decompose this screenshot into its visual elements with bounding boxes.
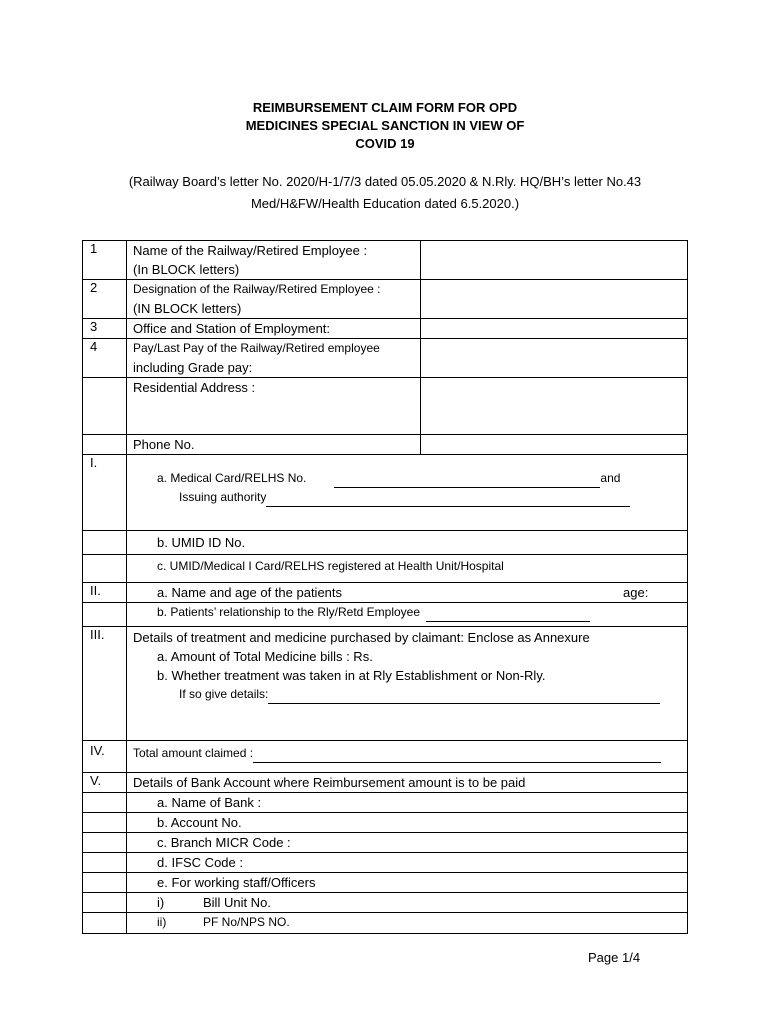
table-row <box>83 741 688 773</box>
table-row <box>83 913 688 934</box>
designation-label: Designation of the Railway/Retired Employee : (IN BLOCK letters) <box>127 280 421 319</box>
reference-note <box>70 171 700 215</box>
medical-card-field[interactable] <box>334 472 600 488</box>
ifsc-code-label: d. IFSC Code : <box>127 853 688 873</box>
pay-label: Pay/Last Pay of the Railway/Retired employee including Grade pay: <box>127 339 421 378</box>
bank-name-label: a. Name of Bank : <box>127 793 688 813</box>
medical-card-section <box>127 455 688 531</box>
table-row <box>83 583 688 603</box>
treatment-details-field[interactable] <box>268 688 660 704</box>
table-row <box>83 603 688 627</box>
bank-details-heading: Details of Bank Account where Reimbursement amount is to be paid <box>127 773 688 793</box>
row-number: 3 <box>83 319 127 339</box>
umid-label: b. UMID ID No. <box>127 531 688 555</box>
table-row <box>83 853 688 873</box>
total-claimed-field[interactable] <box>253 747 661 763</box>
office-station-field[interactable] <box>421 319 688 339</box>
claim-form-table <box>82 240 688 934</box>
row-number: 4 <box>83 339 127 378</box>
title-line-2: MEDICINES SPECIAL SANCTION IN VIEW OF <box>245 118 525 133</box>
working-staff-label: e. For working staff/Officers <box>127 873 688 893</box>
table-row <box>83 435 688 455</box>
reference-line-2: Med/H&FW/Health Education dated 6.5.2020.) <box>250 196 520 211</box>
row-number: 2 <box>83 280 127 319</box>
table-row <box>83 339 688 378</box>
section-number: III. <box>83 627 127 741</box>
table-row <box>83 280 688 319</box>
section-number: V. <box>83 773 127 793</box>
table-row <box>83 455 688 531</box>
phone-label: Phone No. <box>127 435 421 455</box>
relationship-field[interactable] <box>426 606 590 622</box>
designation-field[interactable] <box>421 280 688 319</box>
table-row <box>83 893 688 913</box>
table-row <box>83 241 688 280</box>
page-number: Page 1/4 <box>588 950 641 965</box>
bill-unit-label: i) Bill Unit No. <box>127 893 688 913</box>
row-number: 1 <box>83 241 127 280</box>
pf-nps-label: ii) PF No/NPS NO. <box>127 913 688 934</box>
table-row <box>83 813 688 833</box>
address-label: Residential Address : <box>127 378 421 435</box>
title-line-3: COVID 19 <box>355 136 415 151</box>
patient-name-age-label: a. Name and age of the patients age: <box>127 583 688 603</box>
reference-line-1: (Railway Board’s letter No. 2020/H-1/7/3 dated 05.05.2020 & N.Rly. HQ/BH’s letter No.43 <box>128 174 642 189</box>
treatment-details-section: Details of treatment and medicine purchased by claimant: Enclose as Annexure a. Amount of Total Medicine bills : Rs. b. Whether treatment was taken in at Rly Establishment or Non-Rly. If so give details: <box>127 627 688 741</box>
section-number: I. <box>83 455 127 531</box>
section-number: II. <box>83 583 127 603</box>
total-claimed-label: Total amount claimed : <box>127 741 688 773</box>
section-number: IV. <box>83 741 127 773</box>
issuing-authority-line: Issuing authority <box>133 488 687 507</box>
employee-name-label: Name of the Railway/Retired Employee : (In BLOCK letters) <box>127 241 421 280</box>
employee-name-field[interactable] <box>421 241 688 280</box>
patient-relationship-label: b. Patients’ relationship to the Rly/Retd Employee <box>127 603 688 627</box>
table-row <box>83 873 688 893</box>
issuing-authority-field[interactable] <box>266 491 630 507</box>
table-row <box>83 531 688 555</box>
table-row <box>83 555 688 583</box>
form-title <box>0 99 770 153</box>
table-row <box>83 319 688 339</box>
table-row <box>83 833 688 853</box>
table-row <box>83 627 688 741</box>
registration-label: c. UMID/Medical I Card/RELHS registered at Health Unit/Hospital <box>127 555 688 583</box>
title-line-1: REIMBURSEMENT CLAIM FORM FOR OPD <box>252 100 518 115</box>
office-station-label: Office and Station of Employment: <box>127 319 421 339</box>
micr-code-label: c. Branch MICR Code : <box>127 833 688 853</box>
pay-field[interactable] <box>421 339 688 378</box>
phone-field[interactable] <box>421 435 688 455</box>
table-row <box>83 793 688 813</box>
table-row <box>83 773 688 793</box>
table-row <box>83 378 688 435</box>
medical-card-line: a. Medical Card/RELHS No. and <box>133 469 687 488</box>
address-field[interactable] <box>421 378 688 435</box>
account-no-label: b. Account No. <box>127 813 688 833</box>
